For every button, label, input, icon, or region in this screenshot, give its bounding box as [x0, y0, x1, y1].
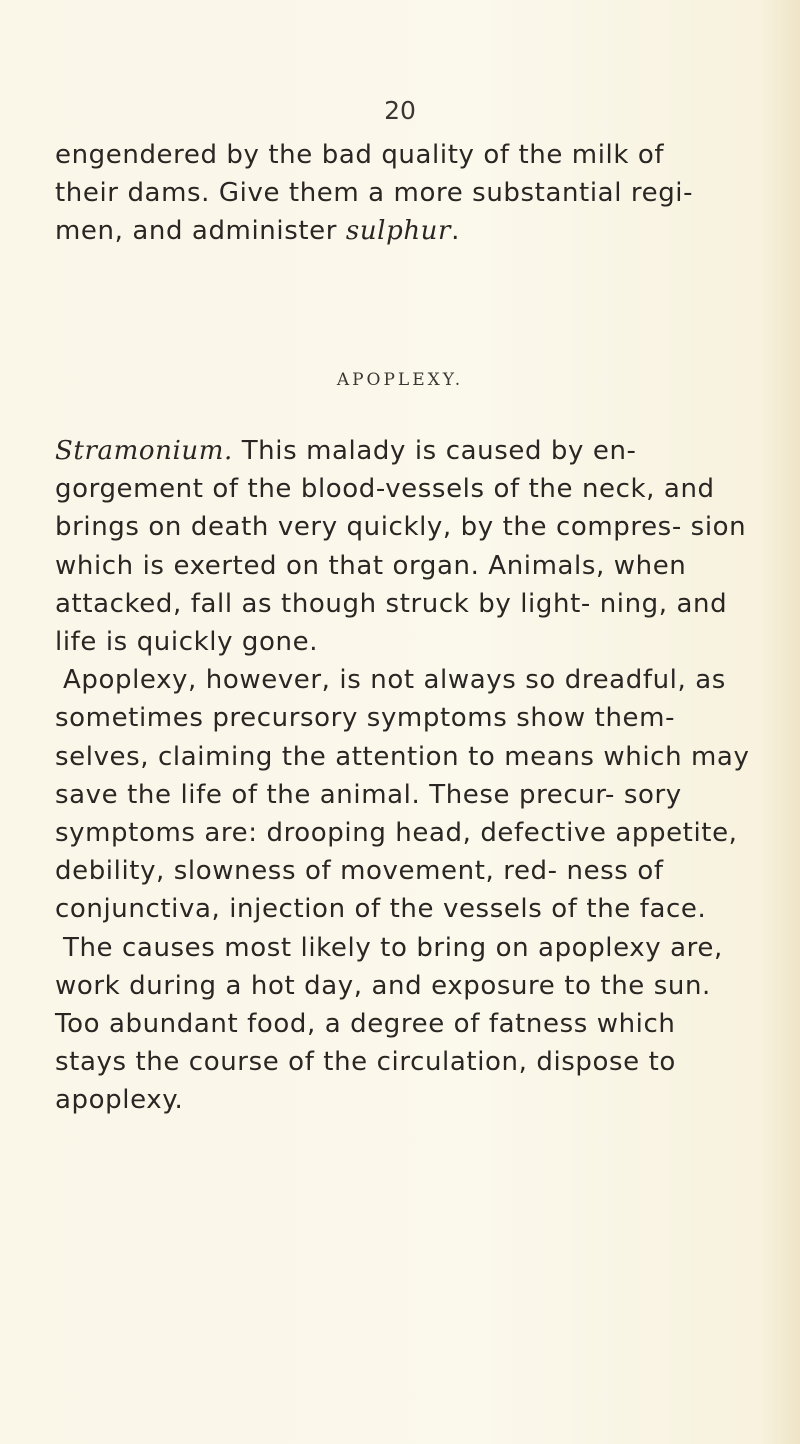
- paragraph-1-first-line: This malady is caused by en-: [232, 436, 637, 466]
- page-edge-shading: [760, 0, 800, 1444]
- remedy-stramonium: Stramonium.: [55, 436, 233, 466]
- apoplexy-paragraph-2: Apoplexy, however, is not always so dreadful, as sometimes precursory symptoms show them- selves, claiming the attention to means which may save the life of the animal. These precur- sory symptoms are: drooping head, defective appetite, debility, slowness of movement, red- ness of conjunctiva, injection of the vessels of the face.: [55, 665, 750, 925]
- apoplexy-paragraph-3: The causes most likely to bring on apoplexy are, work during a hot day, and exposure to the sun. Too abundant food, a degree of fatness which stays the course of the circulation, dispose to apoplexy.: [55, 932, 723, 1116]
- intro-line-3-end: .: [451, 216, 460, 247]
- page-number: 20: [384, 96, 416, 125]
- intro-line-3: men, and administer: [55, 216, 346, 247]
- intro-paragraph: [55, 136, 755, 251]
- section-heading: APOPLEXY.: [336, 370, 464, 390]
- apoplexy-section: [55, 432, 755, 1120]
- apoplexy-paragraph-1: [55, 432, 755, 661]
- intro-text: [55, 136, 755, 251]
- paragraph-1-rest: gorgement of the blood-vessels of the neck, and brings on death very quickly, by the compres- sion which is exerted on that organ. Animals, when attacked, fall as though struck by light- ning, and life is quickly gone.: [55, 474, 747, 658]
- intro-line-2: their dams. Give them a more substantial regi-: [55, 178, 694, 209]
- remedy-sulphur: sulphur: [345, 216, 452, 247]
- intro-line-1: engendered by the bad quality of the milk of: [55, 140, 665, 170]
